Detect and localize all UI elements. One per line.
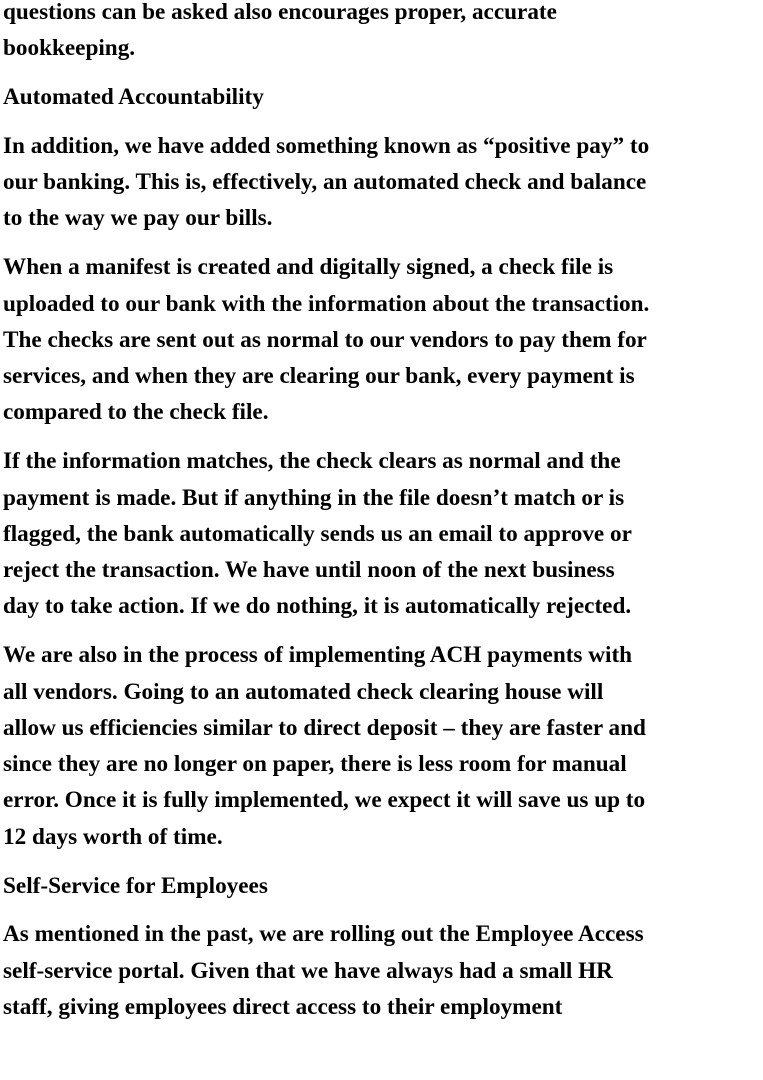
section-heading-self-service: Self-Service for Employees — [3, 872, 268, 899]
paragraph-employee-access: As mentioned in the past, we are rolling out the Employee Access self-service portal. Given that we have always had a small HR staff, giving employees direct access to their employment — [3, 921, 644, 1020]
document-page — [3, 0, 763, 1038]
paragraph-bookkeeping-continuation: questions can be asked also encourages proper, accurate bookkeeping. — [3, 0, 557, 62]
section-heading-automated-accountability: Automated Accountability — [3, 84, 264, 111]
paragraph-positive-pay: In addition, we have added something known as “positive pay” to our banking. This is, effectively, an automated check and balance to the way we pay our bills. — [3, 132, 650, 232]
paragraph-check-file: When a manifest is created and digitally signed, a check file is uploaded to our bank with the information about the transaction. The checks are sent out as normal to our vendors to pay them for services, and when they are clearing our bank, every payment is compared to the check file. — [3, 254, 650, 426]
paragraph-ach-payments: We are also in the process of implementing ACH payments with all vendors. Going to an automated check clearing house will allow us efficiencies similar to direct deposit – they are faster and since they are no longer on paper, there is less room for manual error. Once it is fully implemented, we expect it will save us up to 12 days worth of time. — [3, 642, 646, 850]
paragraph-information-matches: If the information matches, the check clears as normal and the payment is made. But if anything in the file doesn’t match or is flagged, the bank automatically sends us an email to approve or reject the transaction. We have until noon of the next business day to take action. If we do nothing, it is automatically rejected. — [3, 448, 632, 620]
